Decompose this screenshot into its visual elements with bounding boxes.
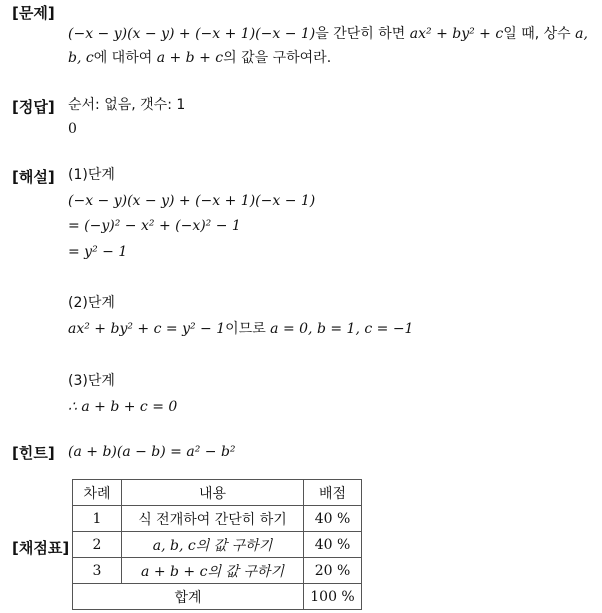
problem-expression: (−x − y)(x − y) + (−x + 1)(−x − 1): [68, 26, 316, 42]
problem-line-1: [68, 25, 588, 43]
row-score: 20 %: [304, 558, 362, 584]
row-score: 40 %: [304, 506, 362, 532]
table-row: [73, 532, 362, 558]
step-2-text: 이므로: [225, 321, 266, 337]
header-content: 내용: [122, 480, 304, 506]
row-score: 40 %: [304, 532, 362, 558]
problem-text: 을 간단히 하면: [315, 26, 406, 42]
hint-label: [힌트]: [12, 444, 55, 462]
problem-expression-2: ax² + by² + c: [409, 26, 504, 42]
problem-label: [문제]: [12, 4, 55, 22]
solution-step-2-line: [68, 320, 413, 338]
solution-step-3-title: [68, 372, 115, 390]
total-label: 합계: [73, 584, 304, 610]
row-content: a + b + c의 값 구하기: [122, 558, 304, 584]
table-header-row: [73, 480, 362, 506]
row-content: 식 전개하여 간단히 하기: [122, 506, 304, 532]
solution-step-1-line-3: = y² − 1: [68, 244, 128, 260]
problem-expression-3: a + b + c: [156, 50, 224, 66]
rubric-label: [채점표]: [12, 539, 70, 557]
solution-step-1-line-2: = (−y)² − x² + (−x)² − 1: [68, 218, 241, 234]
step-title: (2)단계: [68, 295, 115, 311]
table-row: [73, 506, 362, 532]
row-order: 2: [73, 532, 122, 558]
solution-step-1-title: [68, 166, 115, 184]
problem-text-2: 일 때, 상수: [503, 26, 571, 42]
table-row: [73, 558, 362, 584]
problem-line-2: [68, 49, 331, 67]
header-order: 차례: [73, 480, 122, 506]
step-2-values: a = 0, b = 1, c = −1: [270, 321, 414, 337]
rubric-table: [72, 479, 362, 610]
step-2-expression: ax² + by² + c = y² − 1: [68, 321, 226, 337]
answer-label: [정답]: [12, 98, 55, 116]
problem-var-a: a,: [575, 26, 588, 42]
answer-value: 0: [68, 121, 77, 137]
row-order: 3: [73, 558, 122, 584]
problem-text-3: 에 대하여: [93, 50, 153, 66]
solution-step-1-line-1: (−x − y)(x − y) + (−x + 1)(−x − 1): [68, 193, 316, 209]
header-score: 배점: [304, 480, 362, 506]
row-content: a, b, c의 값 구하기: [122, 532, 304, 558]
row-order: 1: [73, 506, 122, 532]
table-total-row: [73, 584, 362, 610]
answer-meta: 순서: 없음, 갯수: 1: [68, 97, 186, 113]
step-title: (1)단계: [68, 167, 115, 183]
problem-text-4: 의 값을 구하여라.: [223, 50, 332, 66]
solution-step-2-title: [68, 294, 115, 312]
solution-label: [해설]: [12, 168, 55, 186]
problem-vars: b, c: [68, 50, 94, 66]
solution-step-3-line: ∴ a + b + c = 0: [68, 399, 178, 415]
hint-expression: (a + b)(a − b) = a² − b²: [68, 444, 236, 460]
step-title: (3)단계: [68, 373, 115, 389]
total-score: 100 %: [304, 584, 362, 610]
